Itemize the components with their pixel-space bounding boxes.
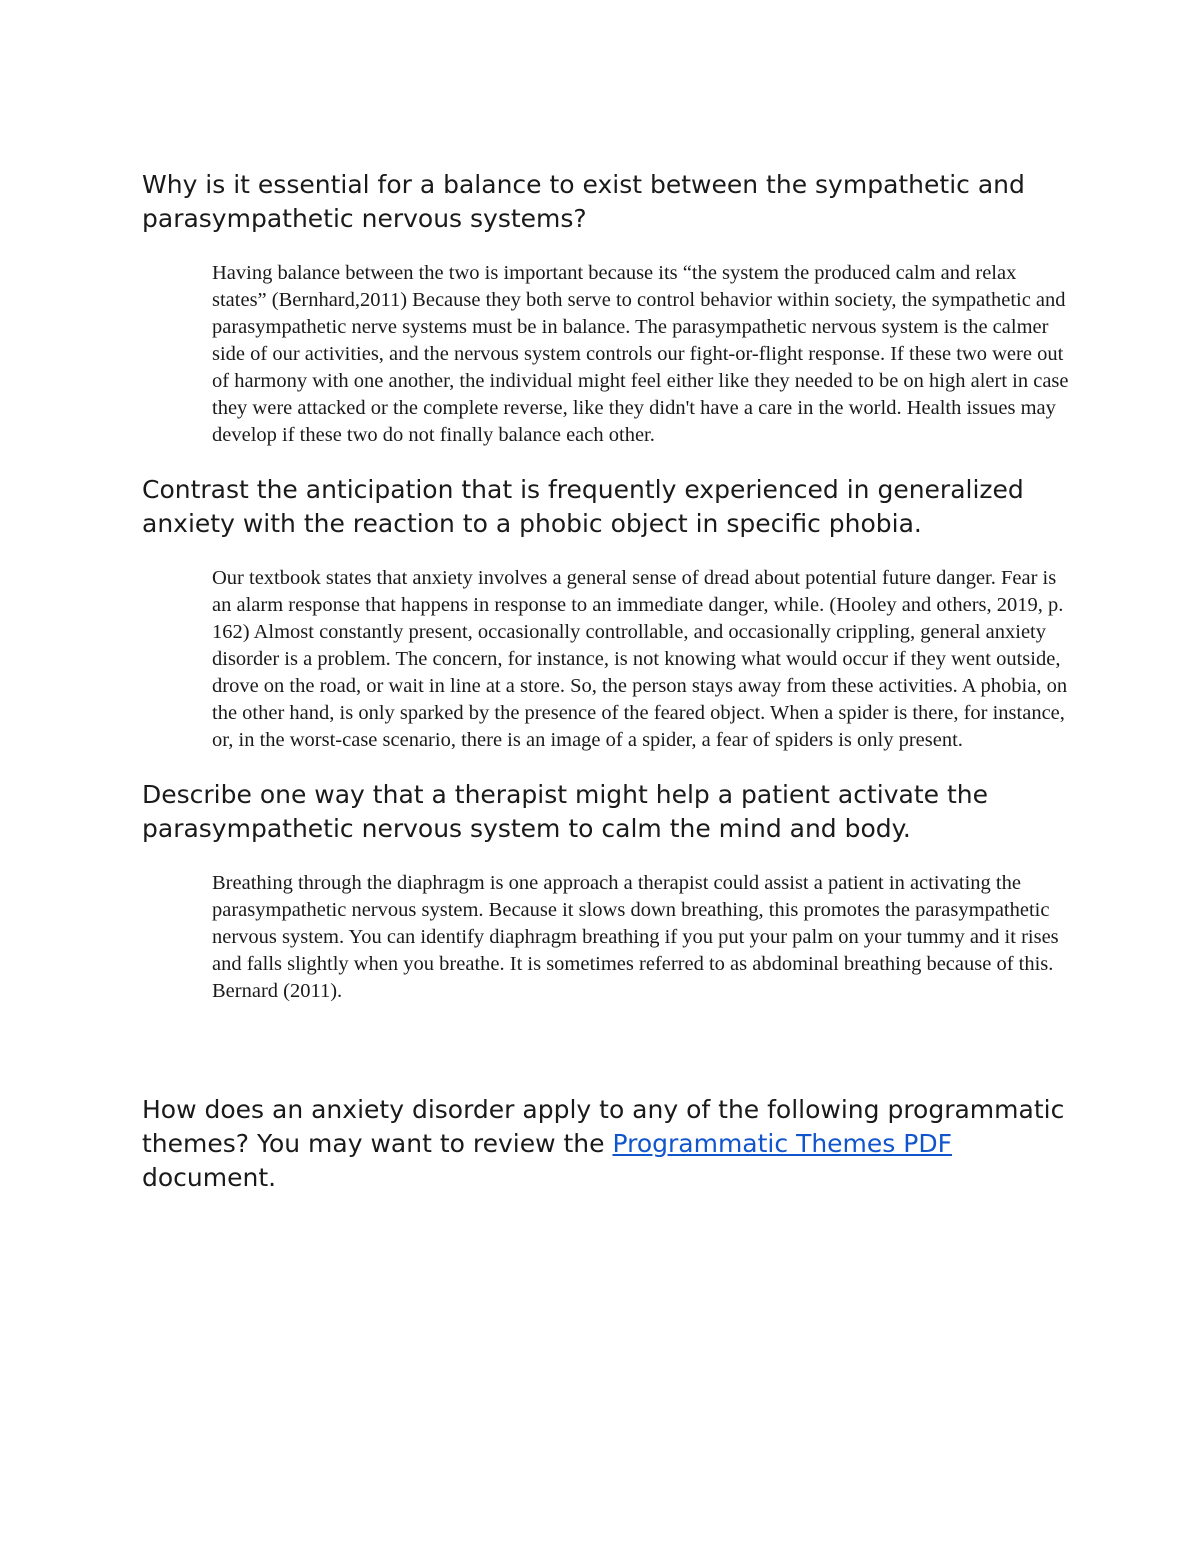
document-content [142, 168, 1072, 1195]
final-question-suffix: document. [142, 1163, 277, 1192]
question-heading: Why is it essential for a balance to exist between the sympathetic and parasympathetic nervous systems? [142, 170, 1025, 233]
final-question-heading [142, 1093, 1072, 1195]
question-heading: Contrast the anticipation that is frequently experienced in generalized anxiety with the reaction to a phobic object in specific phobia. [142, 475, 1024, 538]
question-heading: Describe one way that a therapist might help a patient activate the parasympathetic nervous system to calm the mind and body. [142, 780, 989, 843]
answer-paragraph: Having balance between the two is important because its “the system the produced calm and relax states” (Bernhard,2011) Because they both serve to control behavior within society, the sympathetic and parasympathetic nerve systems must be in balance. The parasympathetic nervous system is the calmer side of our activities, and the nervous system controls our fight-or-flight response. If these two were out of harmony with one another, the individual might feel either like they needed to be on high alert in case they were attacked or the complete reverse, like they didn't have a care in the world. Health issues may develop if these two do not finally balance each other. [212, 262, 1069, 446]
programmatic-themes-link[interactable]: Programmatic Themes PDF [612, 1129, 952, 1158]
final-question-text: How does an anxiety disorder apply to any of the following programmatic themes? You may want to review the [142, 1095, 1065, 1158]
answer-paragraph: Our textbook states that anxiety involves a general sense of dread about potential future danger. Fear is an alarm response that happens in response to an immediate danger, while. (Hooley and others, 2019, p. 162) Almost constantly present, occasionally controllable, and occasionally crippling, general anxiety disorder is a problem. The concern, for instance, is not knowing what would occur if they went outside, drove on the road, or wait in line at a store. So, the person stays away from these activities. A phobia, on the other hand, is only sparked by the presence of the feared object. When a spider is there, for instance, or, in the worst-case scenario, there is an image of a spider, a fear of spiders is only present. [212, 567, 1068, 751]
answer-paragraph: Breathing through the diaphragm is one approach a therapist could assist a patient in activating the parasympathetic nervous system. Because it slows down breathing, this promotes the parasympathetic nervous system. You can identify diaphragm breathing if you put your palm on your tummy and it rises and falls slightly when you breathe. It is sometimes referred to as abdominal breathing because of this. Bernard (2011). [212, 872, 1059, 1002]
